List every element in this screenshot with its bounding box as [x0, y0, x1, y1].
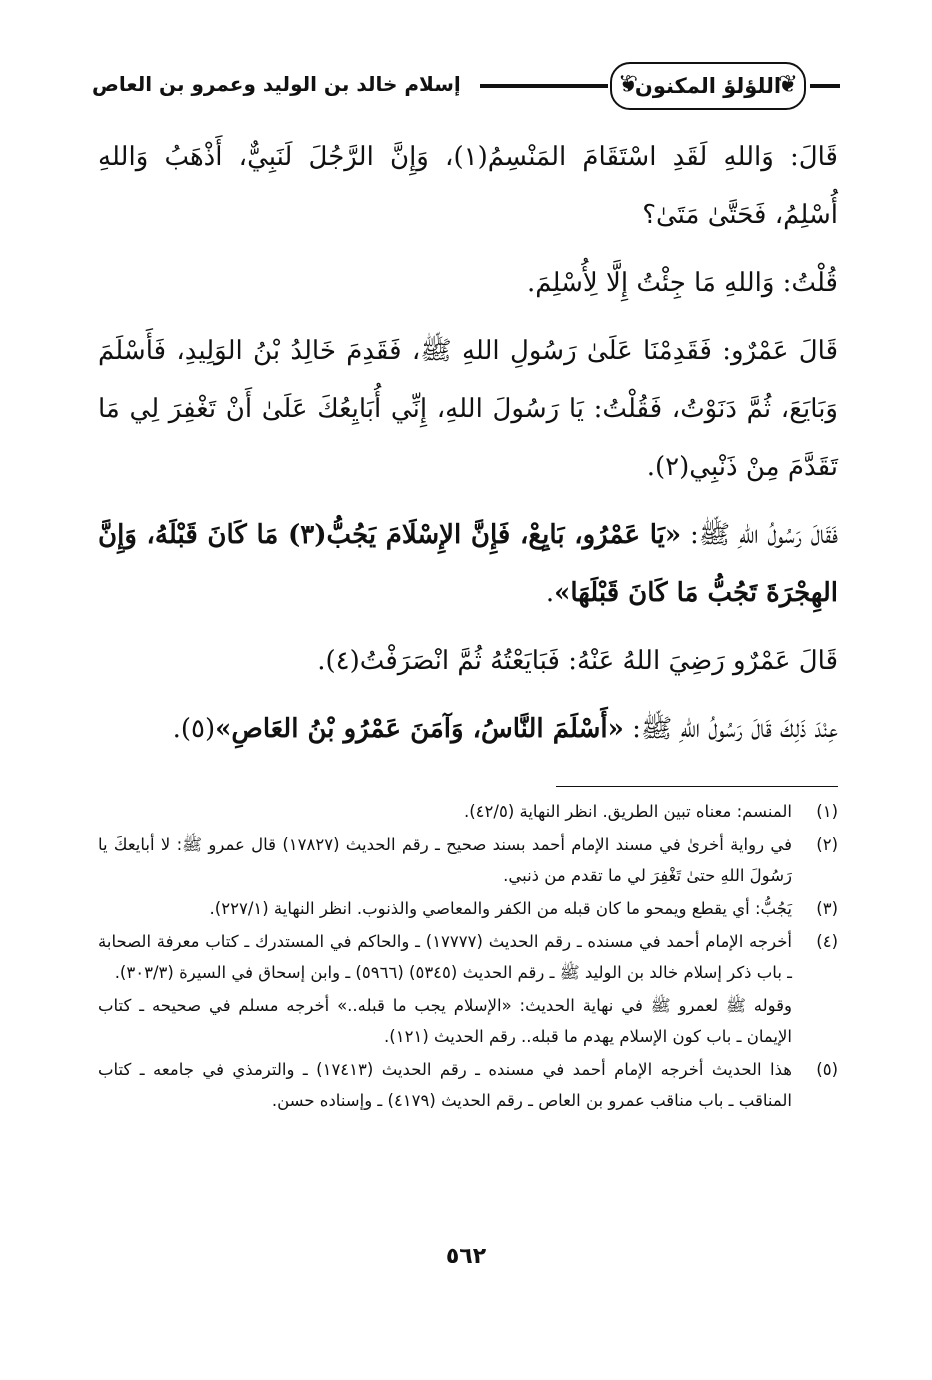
- footnote-4-continuation: وقوله ﷺ لعمرو ﷺ في نهاية الحديث: «الإسلام يجب ما قبله..» أخرجه مسلم في صحيحه ـ كتاب الإيمان ـ باب كون الإسلام يهدم ما قبله.. رقم الحديث (١٢١).: [98, 996, 792, 1046]
- paragraph-3: قَالَ عَمْرٌو: فَقَدِمْنَا عَلَىٰ رَسُولِ اللهِ ﷺ، فَقَدِمَ خَالِدُ بْنُ الوَلِيدِ، فَأَسْلَمَ وَبَايَعَ، ثُمَّ دَنَوْتُ، فَقُلْتُ: يَا رَسُولَ اللهِ، إِنِّي أُبَايِعُكَ عَلَىٰ أَنْ تَغْفِرَ لِي مَا تَقَدَّمَ مِنْ ذَنْبِي(٢).: [98, 336, 838, 482]
- paragraph-4-tail: .: [545, 578, 555, 608]
- footnote-4: [98, 926, 838, 988]
- paragraph-5: قَالَ عَمْرٌو رَضِيَ اللهُ عَنْهُ: فَبَايَعْتُهُ ثُمَّ انْصَرَفْتُ(٤).: [317, 646, 838, 676]
- footnote-text: هذا الحديث أخرجه الإمام أحمد في مسنده ـ رقم الحديث (١٧٤١٣) ـ والترمذي في جامعه ـ كتاب المناقب ـ باب مناقب عمرو بن العاص ـ رقم الحديث (٤١٧٩) ـ وإسناده حسن.: [98, 1060, 792, 1110]
- footnote-number: (٣): [816, 899, 838, 918]
- footnote-text: يَجُبُّ: أي يقطع ويمحو ما كان قبله من الكفر والمعاصي والذنوب. انظر النهاية (٢٢٧/١).: [209, 899, 792, 918]
- hadith-quote-1: «يَا عَمْرُو، بَايِعْ، فَإِنَّ الإِسْلَامَ يَجُبُّ(٣) مَا كَانَ قَبْلَهُ، وَإِنَّ الهِجْرَةَ تَجُبُّ مَا كَانَ قَبْلَهَا»: [98, 520, 838, 608]
- paragraph-6: [98, 700, 838, 758]
- footnote-5: [98, 1054, 838, 1116]
- paragraph-2: قُلْتُ: وَاللهِ مَا جِئْتُ إِلَّا لِأُسْلِمَ.: [526, 268, 838, 298]
- paragraph-6-lead: عِنْدَ ذَلِكَ قَالَ رَسُولُ اللهِ ﷺ:: [623, 714, 838, 744]
- footnote-number: (٤): [816, 932, 838, 951]
- footnote-text: المنسم: معناه تبين الطريق. انظر النهاية (٤٢/٥).: [463, 802, 792, 821]
- page-number: ٥٦٢: [445, 1244, 487, 1269]
- footnote-number: (٥): [816, 1060, 838, 1079]
- footnotes: [98, 796, 838, 1118]
- footnote-text: في رواية أخرىٰ في مسند الإمام أحمد بسند صحيح ـ رقم الحديث (١٧٨٢٧) قال عمرو ﷺ: لا أبايعكَ يا رَسُولَ اللهِ حتىٰ تَغْفِرَ لي ما تقدم من ذنبي.: [98, 835, 792, 885]
- paragraph-6-tail: (٥).: [172, 714, 216, 744]
- main-text: [98, 128, 838, 768]
- paragraph-1: قَالَ: وَاللهِ لَقَدِ اسْتَقَامَ المَنْسِمُ(١)، وَإِنَّ الرَّجُلَ لَنَبِيٌّ، أَذْهَبُ وَاللهِ أُسْلِمُ، فَحَتَّىٰ مَتَىٰ؟: [98, 142, 838, 230]
- header-rule-middle: [480, 84, 608, 88]
- hadith-quote-2: «أَسْلَمَ النَّاسُ، وَآمَنَ عَمْرُو بْنُ العَاصِ»: [215, 714, 624, 744]
- footnote-number: (٢): [816, 835, 838, 854]
- footnote-2: [98, 829, 838, 891]
- paragraph-4-lead: فَقَالَ رَسُولُ اللهِ ﷺ:: [681, 520, 838, 550]
- book-title: ❦ اللؤلؤ المكنون: [634, 74, 782, 98]
- paragraph-4: [98, 506, 838, 622]
- footnote-number: (١): [816, 802, 838, 821]
- footnote-1: [98, 796, 838, 827]
- footnote-text: أخرجه الإمام أحمد في مسنده ـ رقم الحديث (١٧٧٧٧) ـ والحاكم في المستدرك ـ كتاب معرفة الصحابة ـ باب ذكر إسلام خالد بن الوليد ﷺ ـ رقم الحديث (٥٣٤٥) (٥٩٦٦) ـ وابن إسحاق في السيرة (٣٠٣/٣).: [98, 932, 792, 982]
- chapter-title: إسلام خالد بن الوليد وعمرو بن العاص: [92, 72, 461, 96]
- footnote-3: [98, 893, 838, 924]
- header-rule-right: [810, 84, 840, 88]
- footnote-divider: [556, 786, 838, 787]
- book-title-badge: [610, 62, 806, 110]
- page-header: [92, 60, 840, 116]
